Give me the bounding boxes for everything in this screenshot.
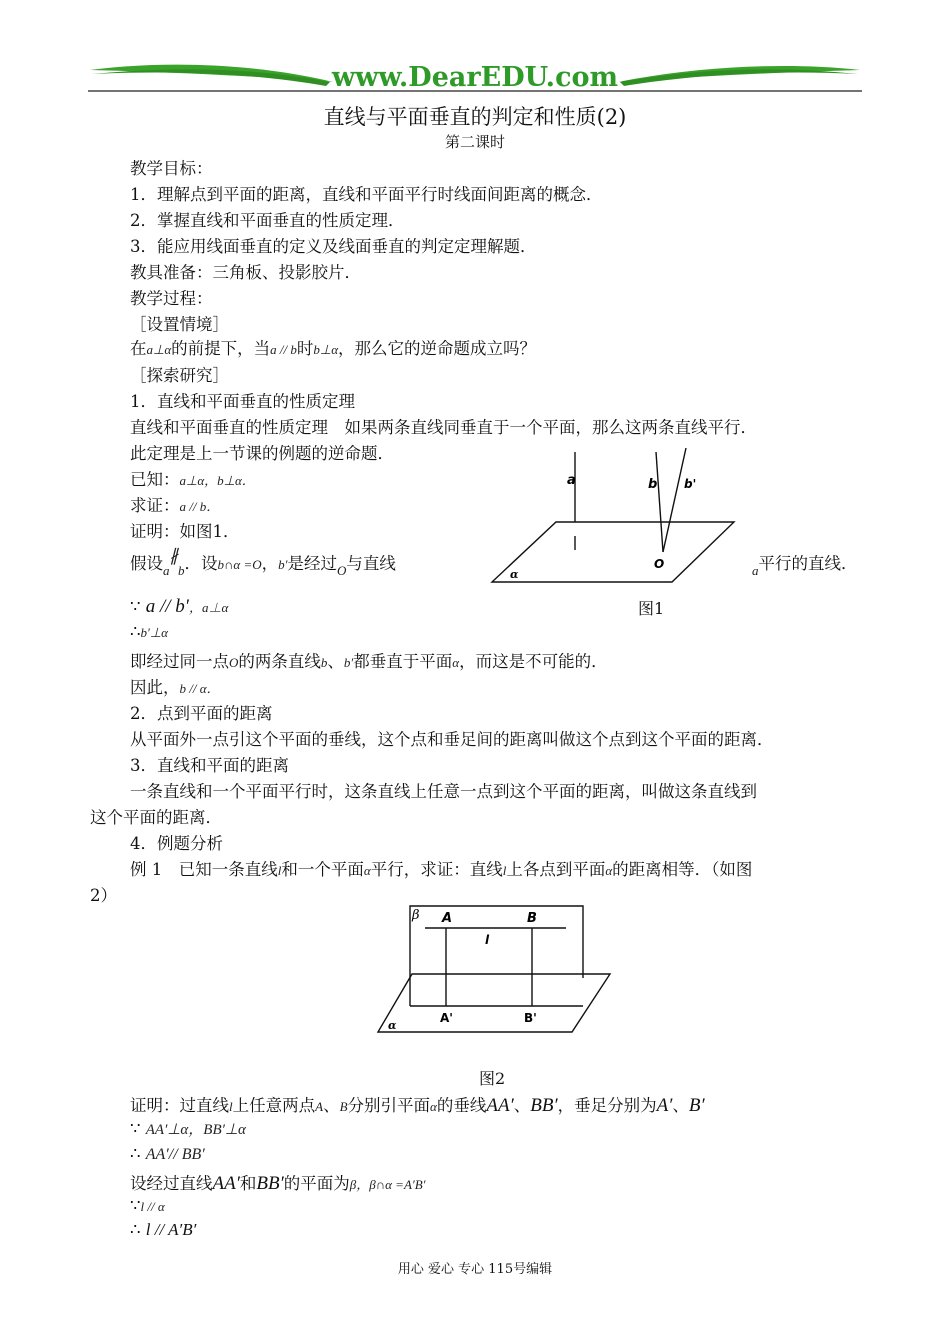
thus-line-2: ∴ AA′// BB′ (130, 1144, 205, 1163)
let-plane-line: 设经过直线AA′和BB′的平面为β，β∩α =A′B′ (130, 1173, 426, 1194)
label-alpha-2: α (388, 1019, 397, 1032)
contradiction-line: 即经过同一点O的两条直线b、b′都垂直于平面α，而这是不可能的． (130, 652, 608, 671)
hence-line: 因此，b // α． (130, 678, 220, 697)
section-3-definition-1: 一条直线和一个平面平行时，这条直线上任意一点到这个平面的距离，叫做这条直线到 (130, 782, 757, 801)
goals-heading: 教学目标： (130, 159, 213, 178)
since-line-3: ∵l // α (130, 1196, 165, 1215)
label-alpha: α (510, 568, 519, 581)
label-A: A (442, 911, 453, 926)
logo-text: www.DearEDU.com (331, 62, 619, 93)
goal-2: 2．掌握直线和平面垂直的性质定理． (130, 211, 405, 230)
plane-beta-shape (410, 906, 583, 1006)
example-1-line-1: 例 1 已知一条直线l和一个平面α平行，求证：直线l上各点到平面α的距离相等．（如图 (130, 860, 753, 879)
section-2-heading: 2．点到平面的距离 (130, 704, 273, 723)
figure-1-diagram (490, 440, 740, 590)
thus-line-3: ∴ l // A′B′ (130, 1220, 197, 1239)
proof-line: 证明：如图1． (130, 522, 240, 541)
header-swoosh-graphic (88, 56, 862, 96)
figure-1-caption: 图1 (638, 599, 665, 618)
page-footer: 用心 爱心 专心 115号编辑 (397, 1262, 553, 1277)
plane-alpha-shape (492, 522, 734, 582)
converse-note: 此定理是上一节课的例题的逆命题． (130, 444, 394, 463)
known-line: 已知：a⊥α，b⊥α． (130, 470, 255, 489)
theorem-text: 直线和平面垂直的性质定理 如果两条直线同垂直于一个平面，那么这两条直线平行． (130, 418, 757, 437)
prove-line: 求证：a // b． (130, 496, 220, 515)
label-b-prime: b' (684, 477, 697, 491)
explore-heading: ［探索研究］ (130, 366, 229, 385)
label-B: B (527, 911, 537, 926)
label-A-prime: A' (440, 1011, 453, 1025)
page-title: 直线与平面垂直的判定和性质(2) (323, 105, 627, 129)
section-4-heading: 4．例题分析 (130, 834, 223, 853)
label-B-prime: B' (524, 1011, 537, 1025)
section-3-definition-2: 这个平面的距离． (90, 808, 222, 827)
section-2-definition: 从平面外一点引这个平面的垂线，这个点和垂足间的距离叫做这个点到这个平面的距离． (130, 730, 774, 749)
scene-heading: ［设置情境］ (130, 315, 229, 334)
assume-line-left: 假设$_a∦_b$．设b∩α =O，b′是经过$_O$与直线 (130, 546, 396, 578)
since-line-2: ∵ AA′⊥α，BB′⊥α (130, 1119, 246, 1138)
section-3-heading: 3．直线和平面的距离 (130, 756, 289, 775)
goal-1: 1．理解点到平面的距离，直线和平面平行时线面间距离的概念． (130, 185, 603, 204)
line-b-prime (663, 448, 686, 552)
label-O: O (654, 557, 665, 571)
goal-3: 3．能应用线面垂直的定义及线面垂直的判定定理解题． (130, 237, 537, 256)
example-1-line-2: 2） (90, 886, 117, 905)
section-1-heading: 1．直线和平面垂直的性质定理 (130, 392, 355, 411)
tools-line: 教具准备：三角板、投影胶片． (130, 263, 361, 282)
plane-alpha-shape-2 (378, 974, 610, 1032)
scene-question: 在a⊥α的前提下，当a // b时b⊥α，那么它的逆命题成立吗？ (130, 339, 537, 358)
line-b (656, 452, 663, 552)
assume-line-right: $_a$平行的直线． (752, 554, 858, 578)
process-heading: 教学过程： (130, 289, 213, 308)
page-subtitle: 第二课时 (444, 133, 505, 151)
label-b: b (648, 477, 658, 492)
thus-line-1: ∴b′⊥α (130, 622, 168, 641)
label-a: a (567, 473, 576, 488)
label-beta: β (412, 908, 420, 923)
figure-2-caption: 图2 (479, 1069, 506, 1088)
figure-2-diagram (372, 902, 618, 1042)
header-banner (88, 56, 862, 96)
proof-2-line-1: 证明：过直线l上任意两点A、B分别引平面α的垂线AA′、BB′，垂足分别为A′、B′ (130, 1095, 705, 1116)
since-line-1: ∵ a // b′，a⊥α (130, 596, 229, 617)
label-l: l (485, 933, 490, 947)
